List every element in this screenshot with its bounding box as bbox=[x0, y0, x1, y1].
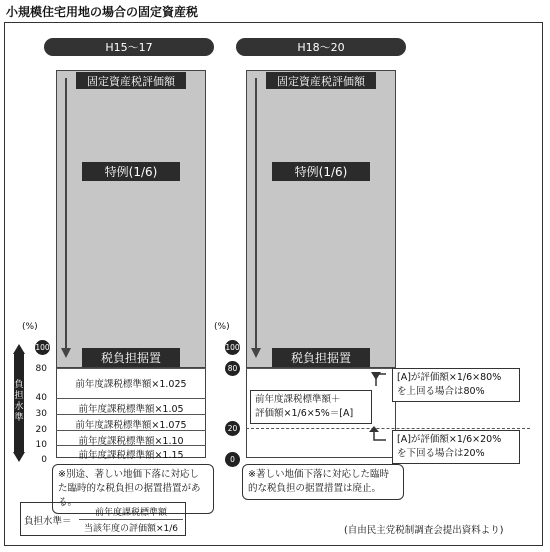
right-tick-0: 0 bbox=[225, 452, 240, 467]
right-tick-20: 20 bbox=[225, 421, 240, 436]
definition-numerator: 前年度課税標準額 bbox=[94, 508, 167, 518]
left-line-80 bbox=[56, 368, 206, 369]
callout-lower bbox=[392, 430, 520, 464]
right-formula-line2: 評価額×1/6×5%＝[A] bbox=[255, 408, 354, 419]
definition-denominator: 当該年度の評価額×1/6 bbox=[83, 524, 179, 534]
callout-upper bbox=[392, 368, 520, 402]
left-line-20 bbox=[56, 430, 206, 431]
left-row-2: 前年度課税標準額×1.05 bbox=[78, 404, 184, 415]
right-formula-box bbox=[250, 390, 372, 424]
left-row-5: 前年度課税標準額×1.15 bbox=[78, 450, 184, 461]
right-tick-100: 100 bbox=[225, 340, 240, 355]
left-row-4: 前年度課税標準額×1.10 bbox=[78, 436, 184, 447]
left-tick-100: 100 bbox=[35, 340, 50, 355]
callout-lower-arrow bbox=[364, 426, 392, 446]
left-line-30 bbox=[56, 414, 206, 415]
callout-upper-arrow bbox=[366, 368, 394, 390]
burden-level-side-label: 負担水準 bbox=[14, 380, 24, 423]
right-special-label: 特例(1/6) bbox=[272, 162, 370, 181]
left-line-40 bbox=[56, 398, 206, 399]
left-arrow bbox=[56, 70, 76, 360]
callout-lower-line2: を下回る場合は20% bbox=[397, 448, 485, 459]
left-tick-20: 20 bbox=[35, 425, 47, 435]
left-tick-40: 40 bbox=[35, 393, 47, 403]
left-tick-0: 0 bbox=[41, 455, 47, 465]
period-right-badge: H18〜20 bbox=[236, 38, 406, 56]
burden-level-definition bbox=[20, 502, 186, 536]
left-row-1: 前年度課税標準額×1.025 bbox=[75, 379, 187, 390]
left-tick-10: 10 bbox=[35, 440, 47, 450]
definition-fraction-bar bbox=[79, 519, 183, 520]
period-left-badge: H15〜17 bbox=[44, 38, 214, 56]
left-note: ※別途、著しい地価下落に対応した臨時的な税負担の据置措置がある。 bbox=[52, 464, 214, 514]
right-arrow bbox=[246, 70, 266, 360]
left-tick-30: 30 bbox=[35, 409, 47, 419]
right-valuation-label: 固定資産税評価額 bbox=[266, 72, 376, 89]
right-tick-80: 80 bbox=[225, 361, 240, 376]
right-valuation-column bbox=[246, 70, 396, 368]
right-burden-label: 税負担据置 bbox=[272, 348, 370, 367]
left-line-10 bbox=[56, 445, 206, 446]
source-note: (自由民主党税制調査会提出資料より) bbox=[344, 525, 504, 536]
left-valuation-column bbox=[56, 70, 206, 368]
callout-upper-line2: を上回る場合は80% bbox=[397, 386, 485, 397]
page-title: 小規模住宅用地の場合の固定資産税 bbox=[6, 5, 199, 19]
left-tick-80: 80 bbox=[35, 364, 47, 374]
callout-lower-line1: [A]が評価額×1/6×20% bbox=[397, 434, 502, 445]
left-axis-unit: (%) bbox=[22, 322, 38, 332]
right-note: ※著しい地価下落に対応した臨時的な税負担の据置措置は廃止。 bbox=[242, 464, 404, 500]
left-row-3: 前年度課税標準額×1.075 bbox=[75, 420, 187, 431]
callout-upper-line1: [A]が評価額×1/6×80% bbox=[397, 372, 502, 383]
definition-label: 負担水準＝ bbox=[24, 516, 72, 527]
left-burden-label: 税負担据置 bbox=[82, 348, 180, 367]
left-special-label: 特例(1/6) bbox=[82, 162, 180, 181]
left-valuation-label: 固定資産税評価額 bbox=[76, 72, 186, 89]
right-axis-unit: (%) bbox=[214, 322, 230, 332]
right-formula-line1: 前年度課税標準額＋ bbox=[255, 394, 341, 405]
